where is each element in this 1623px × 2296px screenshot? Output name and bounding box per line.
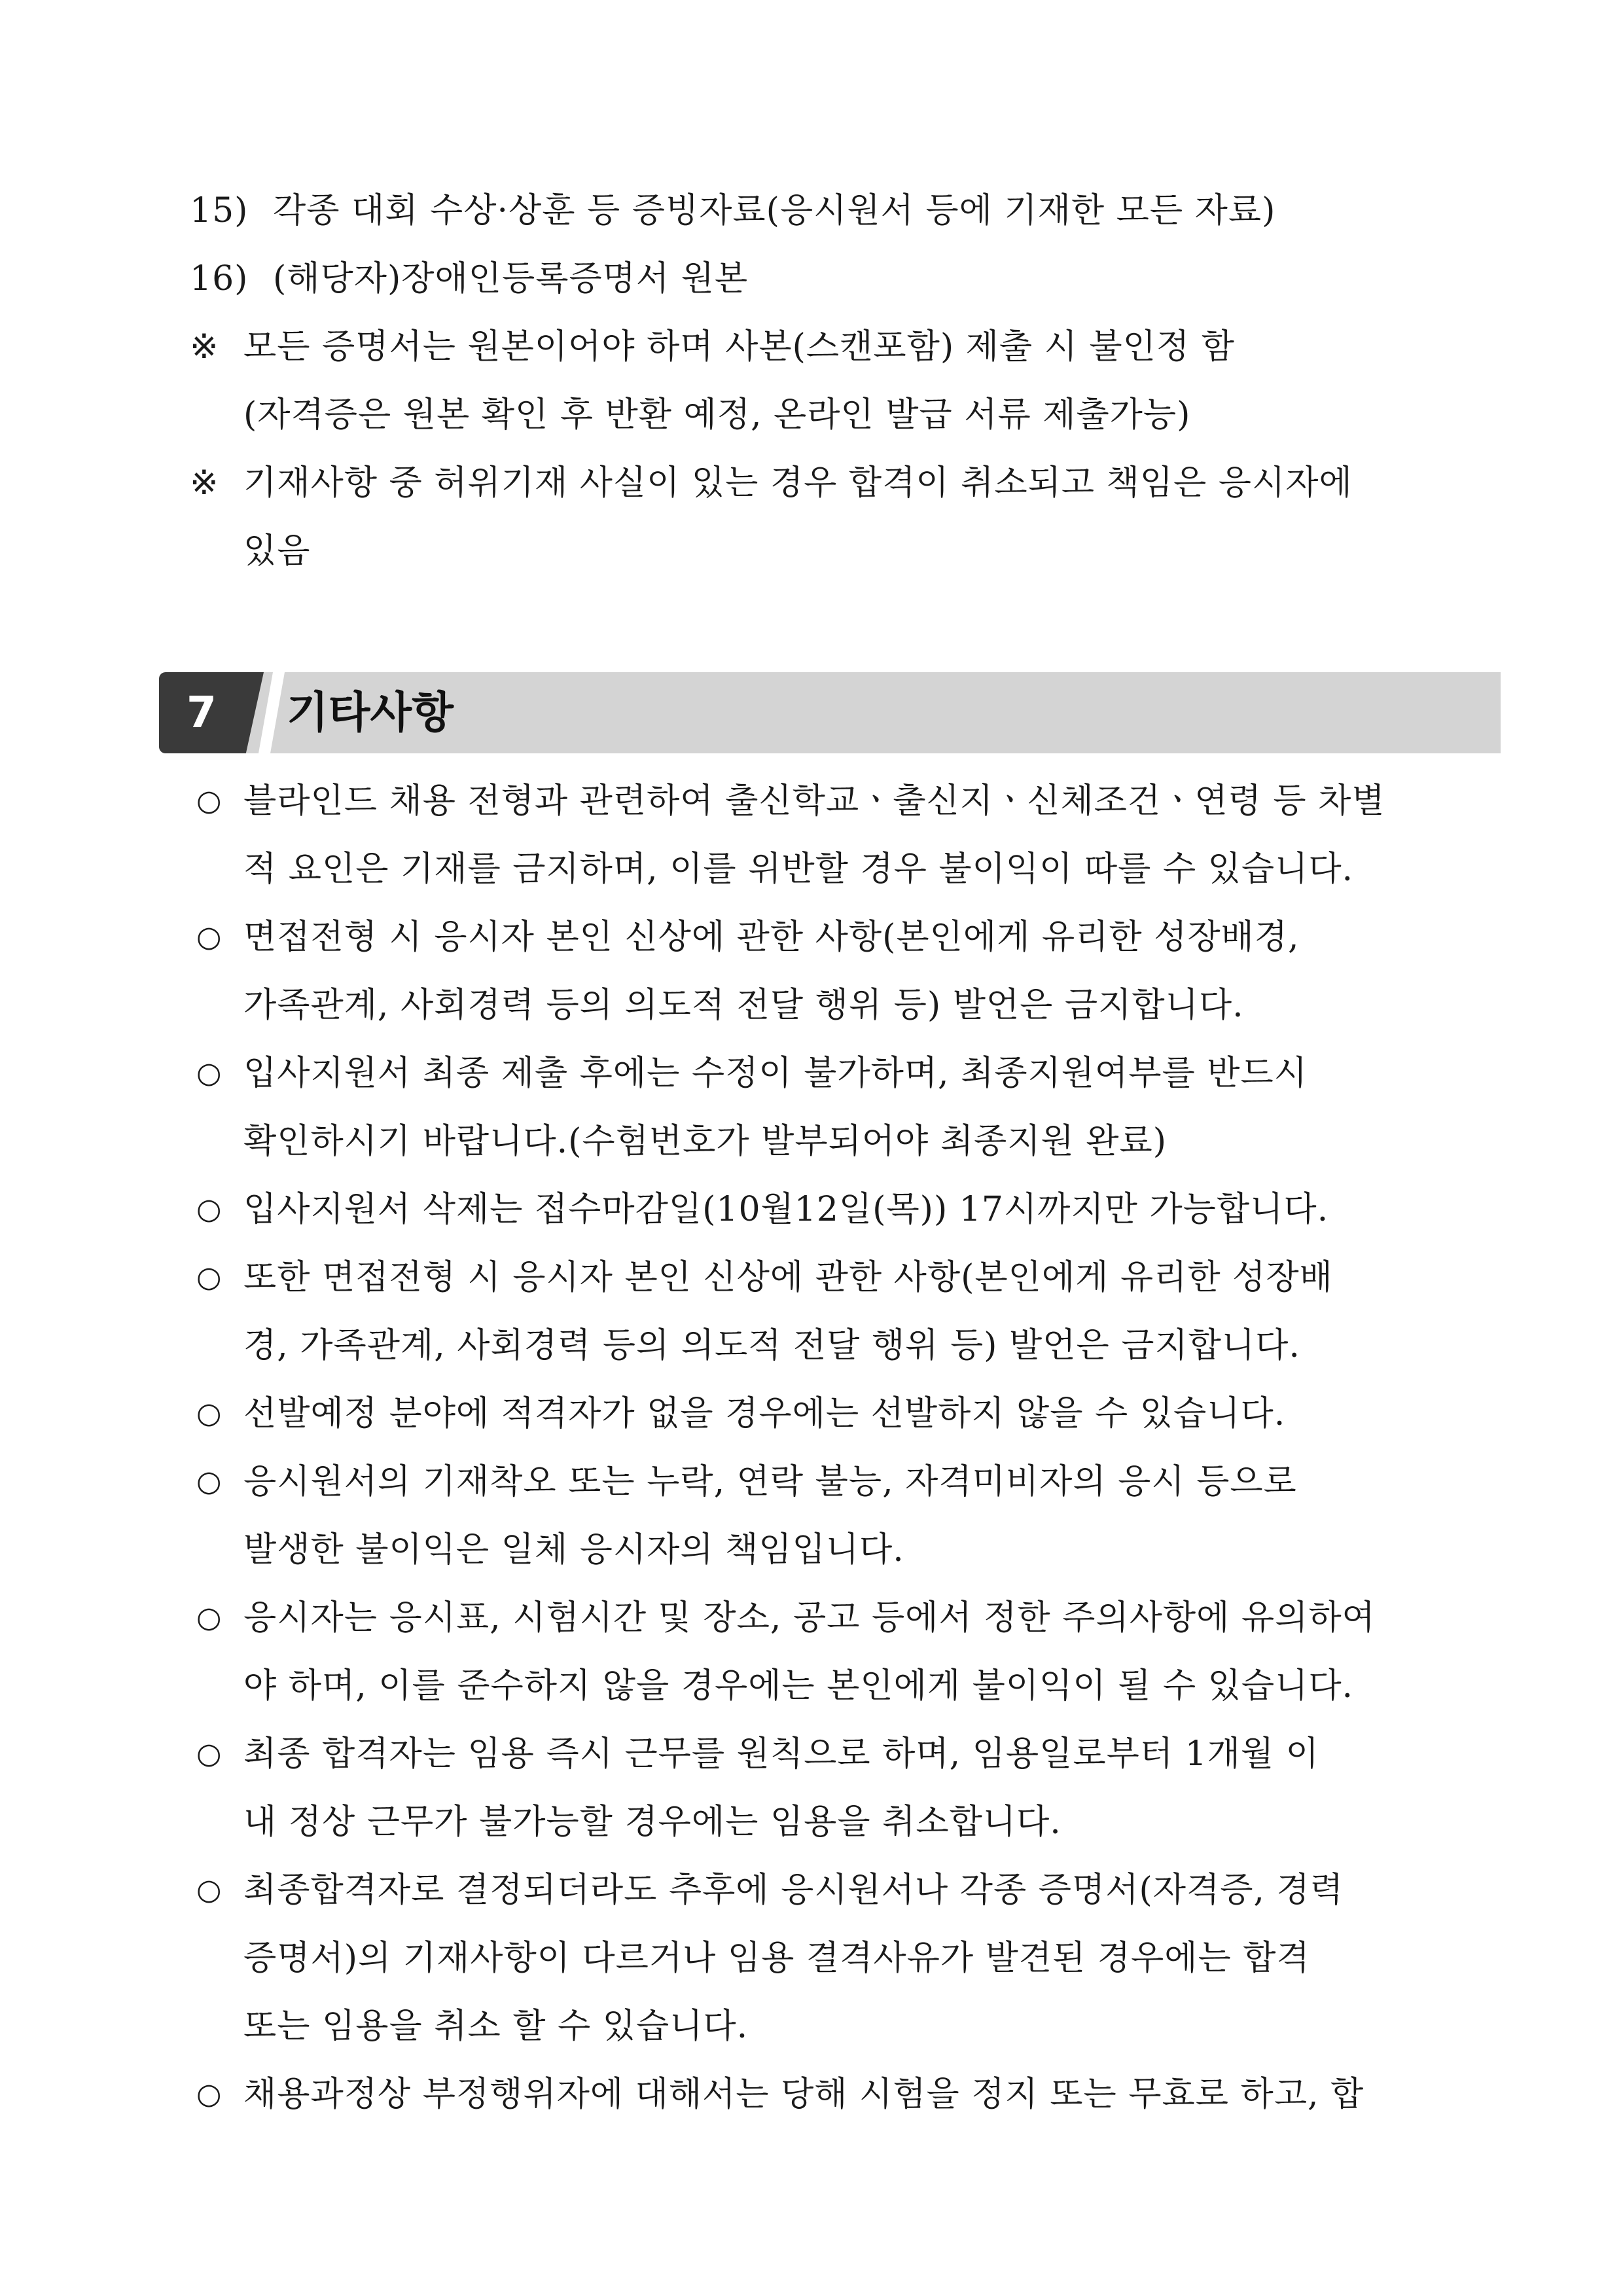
requirement-item-15 xyxy=(190,190,1275,232)
note-line: 모든 증명서는 원본이어야 하며 사본(스캔포함) 제출 시 불인정 함 xyxy=(243,327,1235,367)
bullet-line: 가족관계, 사회경력 등의 의도적 전달 행위 등) 발언은 금지합니다. xyxy=(243,986,1244,1025)
item-number: 16) xyxy=(190,259,249,298)
bullet-marker: ○ xyxy=(196,1601,222,1634)
bullet-line: 증명서)의 기재사항이 다르거나 임용 결격사유가 발견된 경우에는 합격 xyxy=(243,1939,1310,1978)
bullet-marker: ○ xyxy=(196,784,222,817)
bullet-marker: ○ xyxy=(196,1261,222,1294)
bullet-line: 입사지원서 삭제는 접수마감일(10월12일(목)) 17시까지만 가능합니다. xyxy=(243,1190,1329,1229)
bullet-line: 최종합격자로 결정되더라도 추후에 응시원서나 각종 증명서(자격증, 경력 xyxy=(243,1871,1344,1910)
bullet-marker: ○ xyxy=(196,920,222,954)
note-marker: ※ xyxy=(190,463,219,503)
section-number: 7 xyxy=(187,687,217,738)
item-text: 각종 대회 수상·상훈 등 증빙자료(응시원서 등에 기재한 모든 자료) xyxy=(273,191,1276,230)
note-marker: ※ xyxy=(190,327,219,367)
bullet-marker: ○ xyxy=(196,1193,222,1226)
item-text: (해당자)장애인등록증명서 원본 xyxy=(273,259,749,298)
note-line: (자격증은 원본 확인 후 반환 예정, 온라인 발급 서류 제출가능) xyxy=(243,395,1191,435)
bullet-marker: ○ xyxy=(196,1397,222,1430)
bullet-line: 면접전형 시 응시자 본인 신상에 관한 사항(본인에게 유리한 성장배경, xyxy=(243,918,1300,957)
bullet-line: 경, 가족관계, 사회경력 등의 의도적 전달 행위 등) 발언은 금지합니다. xyxy=(243,1326,1300,1365)
bullet-line: 또한 면접전형 시 응시자 본인 신상에 관한 사항(본인에게 유리한 성장배 xyxy=(243,1258,1333,1297)
requirement-item-16 xyxy=(190,258,748,300)
bullet-line: 확인하시기 바랍니다.(수험번호가 발부되어야 최종지원 완료) xyxy=(243,1122,1168,1161)
bullet-line: 응시원서의 기재착오 또는 누락, 연락 불능, 자격미비자의 응시 등으로 xyxy=(243,1462,1297,1501)
bullet-line: 적 요인은 기재를 금지하며, 이를 위반할 경우 불이익이 따를 수 있습니다. xyxy=(243,850,1354,889)
section-title: 기타사항 xyxy=(287,687,454,738)
bullet-line: 야 하며, 이를 준수하지 않을 경우에는 본인에게 불이익이 될 수 있습니다. xyxy=(243,1666,1354,1706)
bullet-line: 최종 합격자는 임용 즉시 근무를 원칙으로 하며, 임용일로부터 1개월 이 xyxy=(243,1734,1319,1774)
bullet-line: 내 정상 근무가 불가능할 경우에는 임용을 취소합니다. xyxy=(243,1803,1061,1842)
note-line: 기재사항 중 허위기재 사실이 있는 경우 합격이 취소되고 책임은 응시자에 xyxy=(243,463,1353,503)
bullet-marker: ○ xyxy=(196,1465,222,1498)
bullet-marker: ○ xyxy=(196,2077,222,2111)
bullet-marker: ○ xyxy=(196,1873,222,1907)
bullet-line: 선발예정 분야에 적격자가 없을 경우에는 선발하지 않을 수 있습니다. xyxy=(243,1394,1286,1433)
bullet-line: 입사지원서 최종 제출 후에는 수정이 불가하며, 최종지원여부를 반드시 xyxy=(243,1054,1308,1093)
bullet-line: 또는 임용을 취소 할 수 있습니다. xyxy=(243,2007,749,2046)
bullet-line: 응시자는 응시표, 시험시간 및 장소, 공고 등에서 정한 주의사항에 유의하여 xyxy=(243,1598,1376,1638)
bullet-line: 발생한 불이익은 일체 응시자의 책임입니다. xyxy=(243,1530,904,1570)
bullet-line: 채용과정상 부정행위자에 대해서는 당해 시험을 정지 또는 무효로 하고, 합 xyxy=(243,2075,1364,2114)
bullet-line: 블라인드 채용 전형과 관련하여 출신학교ㆍ출신지ㆍ신체조건ㆍ연령 등 차별 xyxy=(243,781,1385,821)
note-line: 있음 xyxy=(243,531,311,571)
bullet-marker: ○ xyxy=(196,1737,222,1770)
section-header xyxy=(159,672,1501,753)
item-number: 15) xyxy=(190,191,249,230)
bullet-marker: ○ xyxy=(196,1056,222,1090)
